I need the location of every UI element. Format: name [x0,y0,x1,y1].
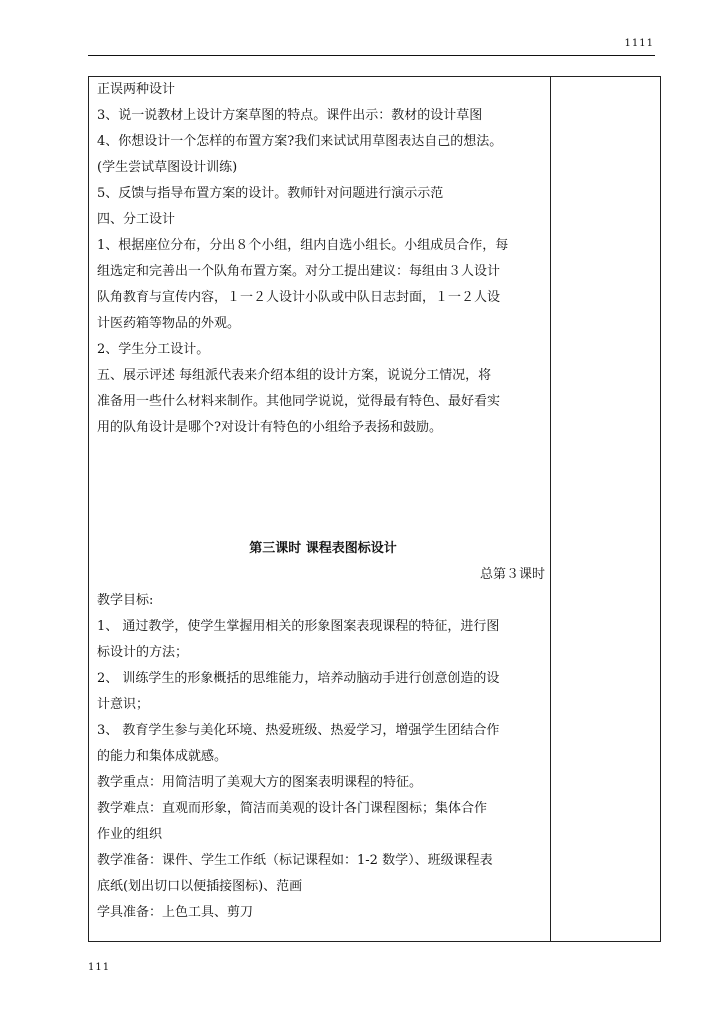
content-line: 计意识； [97,697,150,712]
content-line: 2、学生分工设计。 [97,342,210,357]
content-line: 教学准备：课件、学生工作纸（标记课程如：1-2 数学）、班级课程表 [97,853,493,868]
content-line: 4、你想设计一个怎样的布置方案?我们来试试用草图表达自己的想法。 [97,134,503,149]
content-line: 底纸(划出切口以便插接图标)、范画 [97,879,303,894]
content-line: 五、展示评述 每组派代表来介绍本组的设计方案，说说分工情况，将 [97,368,492,383]
content-line: 的能力和集体成就感。 [97,749,228,764]
content-line: 队角教育与宣传内容，１一２人设计小队或中队日志封面，１一２人设 [97,290,501,305]
header-page-number: 1111 [624,38,654,49]
content-line: 1、根据座位分布，分出８个小组，组内自选小组长。小组成员合作，每 [97,238,509,253]
content-line: 四、分工设计 [97,212,176,227]
content-line: 用的队角设计是哪个?对设计有特色的小组给予表扬和鼓励。 [97,420,442,435]
content-line: 教学目标: [97,593,154,608]
content-line: 2、 训练学生的形象概括的思维能力，培养动脑动手进行创意创造的设 [97,671,500,686]
content-line: 正误两种设计 [97,82,176,97]
content-line: 计医药箱等物品的外观。 [97,316,241,331]
header-rule [88,55,655,56]
content-line: 教学重点：用简洁明了美观大方的图案表明课程的特征。 [97,775,423,790]
spacer [97,441,549,536]
content-line: 1、 通过教学，使学生掌握用相关的形象图案表现课程的特征，进行图 [97,619,500,634]
content-line: 教学难点：直观而形象，简洁而美观的设计各门课程图标；集体合作 [97,801,488,816]
content-line: 组选定和完善出一个队角布置方案。对分工提出建议：每组由３人设计 [97,264,501,279]
content-line: 标设计的方法； [97,645,189,660]
content-line: 5、反馈与指导布置方案的设计。教师针对问题进行演示示范 [97,186,444,201]
footer-page-number: 111 [88,962,111,973]
content-line: (学生尝试草图设计训练) [97,160,238,175]
content-line: 学具准备：上色工具、剪刀 [97,905,254,920]
lesson-total: 总第３课时 [479,567,545,582]
column-divider [550,77,551,941]
content-line: 3、 教育学生参与美化环境、热爱班级、热爱学习，增强学生团结合作 [97,723,500,738]
content-line: 3、说一说教材上设计方案草图的特点。课件出示：教材的设计草图 [97,108,483,123]
lesson-title: 第三课时 课程表图标设计 [249,541,397,556]
lesson-table [88,76,661,942]
content-line: 作业的组织 [97,827,163,842]
lesson-content [97,77,549,926]
content-line: 准备用一些什么材料来制作。其他同学说说，觉得最有特色、最好看实 [97,394,501,409]
